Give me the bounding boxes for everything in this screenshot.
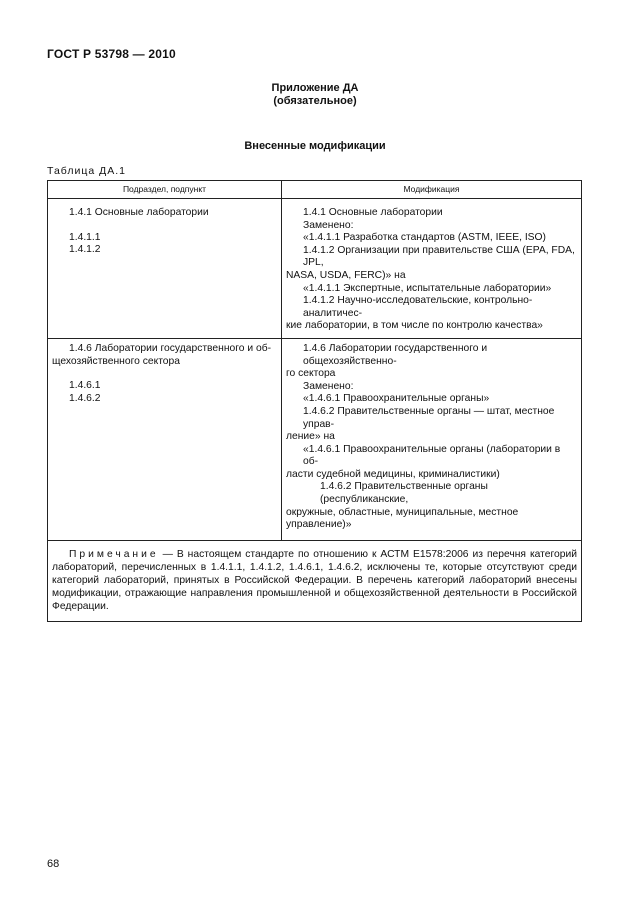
cell-line: NASA, USDA, FERC)» на — [286, 269, 406, 281]
cell-line: 1.4.6.2 — [69, 392, 101, 404]
cell-line: кие лаборатории, в том числе по контролю качества» — [286, 320, 543, 332]
table-row — [48, 338, 582, 540]
table-note — [48, 541, 581, 621]
cell-line: «1.4.1.1 Разработка стандартов (ASTM, IEEE, ISO) — [303, 232, 546, 244]
appendix-title: Приложение ДА — [271, 82, 359, 94]
cell-line: Заменено: — [303, 380, 354, 392]
table-note-cell — [48, 540, 582, 621]
cell-line: 1.4.6.1 — [69, 380, 101, 392]
document-header: ГОСТ Р 53798 — 2010 — [47, 47, 176, 61]
note-text: — В настоящем стандарте по отношению к АСТМ Е1578:2006 из перечня категорий лабораторий, перечисленных в 1.4.1.1, 1.4.1.2, 1.4.6.1, 1.4.6.2, исключены те, которые отсутствуют среди категорий лабораторий, принятых в Российской Федерации. В перечень категорий лабораторий внесены модификации, отражающие направления промышленной и общехозяйственной деятельности в Российской Федерации. — [52, 548, 577, 612]
cell-line: 1.4.6 Лаборатории государственного и общехозяйственно- — [303, 342, 488, 367]
cell-line: «1.4.6.1 Правоохранительные органы (лаборатории в об- — [303, 443, 561, 468]
cell-line: окружные, областные, муниципальные, местное управление)» — [286, 506, 519, 531]
table-caption: Таблица ДА.1 — [47, 165, 126, 177]
cell-line: 1.4.1 Основные лаборатории — [69, 207, 209, 218]
table-cell-modification — [282, 199, 582, 339]
cell-line: го сектора — [286, 368, 336, 380]
cell-line: 1.4.6.2 Правительственные органы (республиканские, — [320, 481, 488, 506]
cell-line: 1.4.1.2 Организации при правительстве США (EPA, FDA, JPL, — [303, 244, 575, 269]
cell-line: ласти судебной медицины, криминалистики) — [286, 468, 500, 480]
table-row — [48, 199, 582, 339]
column-header-modification: Модификация — [282, 181, 582, 199]
table-note-row — [48, 540, 582, 621]
section-title: Внесенные модификации — [244, 140, 386, 152]
cell-line: «1.4.6.1 Правоохранительные органы» — [303, 393, 490, 405]
cell-line: 1.4.6.2 Правительственные органы — штат, местное управ- — [303, 405, 555, 430]
appendix-subtitle: (обязательное) — [273, 95, 357, 107]
cell-line: ление» на — [286, 431, 335, 443]
page-number: 68 — [47, 858, 60, 870]
table-cell-modification — [282, 338, 582, 540]
table-cell-subsection — [48, 199, 282, 339]
cell-line: 1.4.1.1 — [69, 231, 101, 243]
cell-line: 1.4.6 Лаборатории государственного и об- — [69, 342, 272, 354]
column-header-subsection: Подраздел, подпункт — [48, 181, 282, 199]
table-header-row — [48, 181, 582, 199]
table-cell-subsection — [48, 338, 282, 540]
cell-line: щехозяйственного сектора — [52, 355, 180, 367]
cell-line: 1.4.1.2 Научно-исследовательские, контрольно-аналитичес- — [303, 295, 533, 319]
note-label: Примечание — [69, 548, 159, 560]
cell-line: 1.4.1.2 — [69, 244, 101, 256]
cell-line: Заменено: — [303, 219, 354, 231]
cell-line: «1.4.1.1 Экспертные, испытательные лаборатории» — [303, 282, 552, 294]
cell-line: 1.4.1 Основные лаборатории — [303, 207, 443, 218]
modifications-table — [47, 180, 582, 622]
